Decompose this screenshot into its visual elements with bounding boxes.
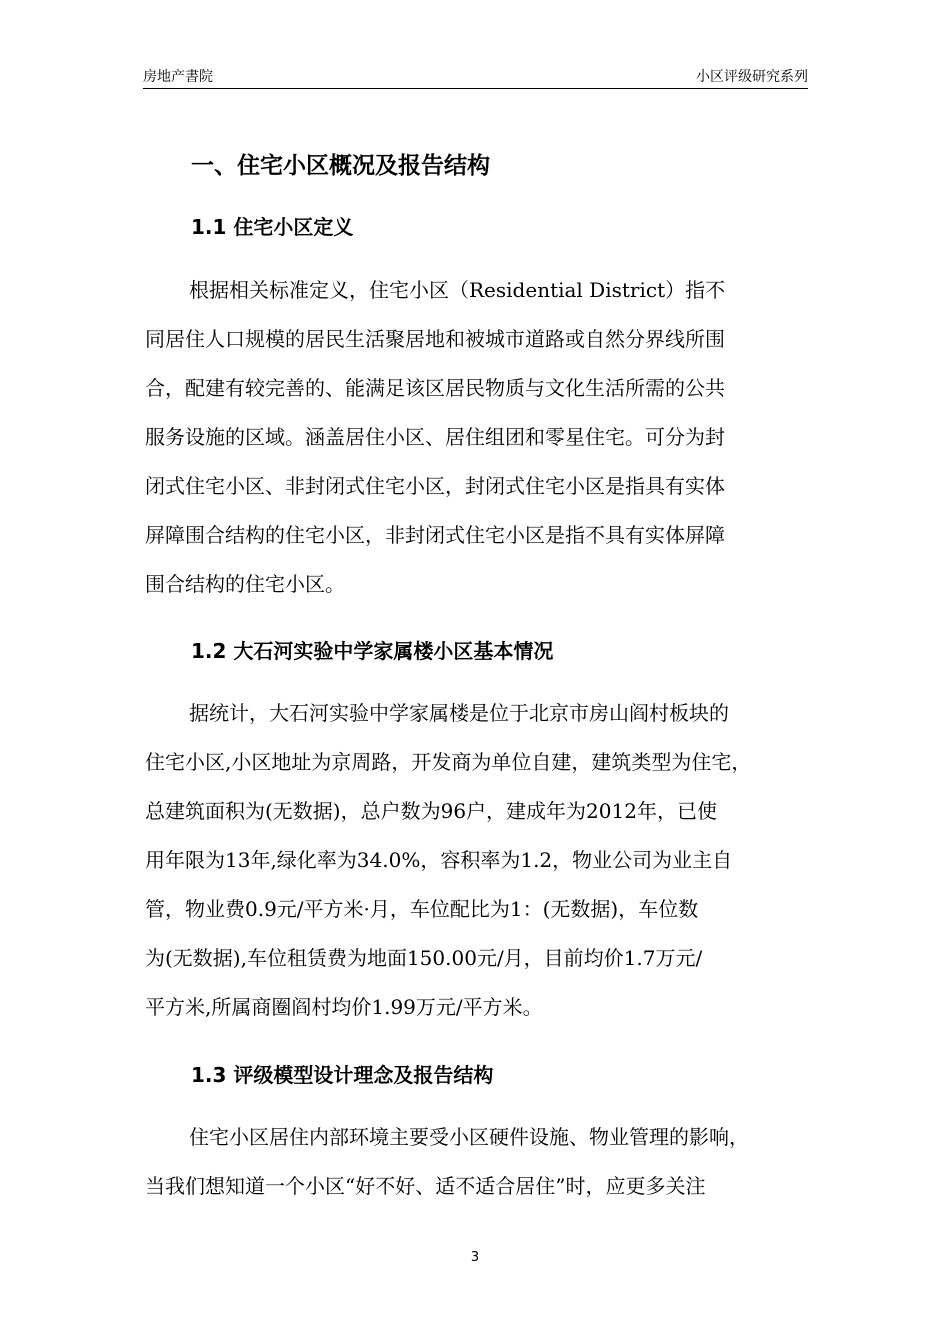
paragraph-line: 平方米,所属商圈阎村均价1.99万元/平方米。 <box>145 995 543 1019</box>
paragraph-line: 据统计，大石河实验中学家属楼是位于北京市房山阎村板块的 <box>189 701 729 725</box>
paragraph-line: 住宅小区,小区地址为京周路，开发商为单位自建，建筑类型为住宅， <box>145 750 752 774</box>
paragraph-line: 住宅小区居住内部环境主要受小区硬件设施、物业管理的影响， <box>189 1125 749 1149</box>
header-series-title: 小区评级研究系列 <box>696 69 808 85</box>
paragraph-line: 合，配建有较完善的、能满足该区居民物质与文化生活所需的公共 <box>145 376 725 400</box>
page-number: 3 <box>470 1250 480 1265</box>
paragraph-line: 围合结构的住宅小区。 <box>145 572 345 596</box>
paragraph-line: 为(无数据),车位租赁费为地面150.00元/月，目前均价1.7万元/ <box>145 946 703 970</box>
chapter-title: 一、住宅小区概况及报告结构 <box>191 153 490 179</box>
paragraph-line: 总建筑面积为(无数据)，总户数为96户，建成年为2012年，已使 <box>145 799 717 823</box>
paragraph-line: 同居住人口规模的居民生活聚居地和被城市道路或自然分界线所围 <box>145 327 725 351</box>
paragraph-line: 闭式住宅小区、非封闭式住宅小区，封闭式住宅小区是指具有实体 <box>145 474 725 498</box>
section-heading-1-2: 1.2 大石河实验中学家属楼小区基本情况 <box>191 639 554 663</box>
header-publisher: 房地产書院 <box>143 69 213 85</box>
paragraph-line: 用年限为13年,绿化率为34.0%，容积率为1.2，物业公司为业主自 <box>145 848 733 872</box>
section-1-2-paragraph <box>145 689 808 1032</box>
paragraph-line: 管，物业费0.9元/平方米·月，车位配比为1：(无数据)，车位数 <box>145 897 699 921</box>
section-1-3-paragraph <box>145 1113 808 1211</box>
section-heading-1-1: 1.1 住宅小区定义 <box>191 215 354 239</box>
paragraph-line: 屏障围合结构的住宅小区，非封闭式住宅小区是指不具有实体屏障 <box>145 523 725 547</box>
section-1-1-paragraph <box>145 266 808 609</box>
section-heading-1-3: 1.3 评级模型设计理念及报告结构 <box>191 1063 494 1087</box>
paragraph-line: 根据相关标准定义，住宅小区（Residential District）指不 <box>189 278 726 302</box>
page-header <box>143 66 808 89</box>
paragraph-line: 当我们想知道一个小区“好不好、适不适合居住”时，应更多关注 <box>145 1174 706 1198</box>
paragraph-line: 服务设施的区域。涵盖居住小区、居住组团和零星住宅。可分为封 <box>145 425 725 449</box>
